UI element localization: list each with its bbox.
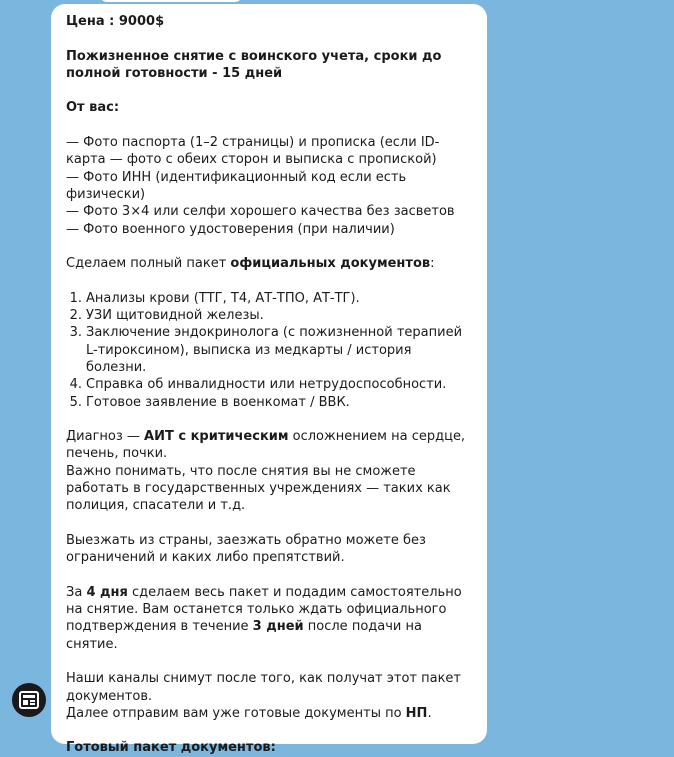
from-you-title: От вас: [66,100,120,116]
travel-text: Выезжать из страны, заезжать обратно можете без ограничений и каких либо препятствий. [66,532,426,566]
timeline-text: За 4 дня сделаем весь пакет и подадим самостоятельно на снятие. Вам останется только ждать официального подтверждения в течение 3 дней после подачи на снятие. [66,584,462,652]
document-item: 1. Анализы крови (ТТГ, Т4, АТ-ТПО, АТ-ТГ). [69,290,360,306]
document-item: 2. УЗИ щитовидной железы. [69,308,264,324]
previous-message-bubble [100,0,242,2]
from-you-item: — Фото военного удостоверения (при наличии) [66,221,395,237]
documents-list [66,290,473,411]
channel-avatar-icon [18,689,40,711]
from-you-item: — Фото паспорта (1–2 страницы) и прописка (если ID-карта — фото с обеих сторон и выписка с пропиской) [66,135,440,168]
service-headline: Пожизненное снятие с воинского учета, сроки до полной готовности - 15 дней [66,48,442,81]
channel-avatar[interactable] [12,683,46,717]
message-bubble [51,4,487,756]
document-item: 4. Справка об инвалидности или нетрудоспособности. [69,377,447,393]
restriction-note: Важно понимать, что после снятия вы не сможете работать в государственных учреждениях — таких как полиция, спасатели и т.д. [66,463,451,514]
send-text: Далее отправим вам уже готовые документы по НП. [66,705,432,721]
package-intro: Сделаем полный пакет официальных документов: [66,256,435,272]
price-line: Цена : 9000$ [66,14,165,29]
ready-package-title: Готовый пакет документов: [66,740,276,756]
channels-text: Наши каналы снимут после того, как получат этот пакет документов. [66,671,461,704]
from-you-item: — Фото 3×4 или селфи хорошего качества без засветов [66,204,455,220]
diagnosis-text: Диагноз — АИТ с критическим осложнением на сердце, печень, почки. [66,429,466,462]
document-item: 5. Готовое заявление в военкомат / ВВК. [69,394,350,410]
document-item: 3. Заключение эндокринолога (с пожизненной терапией L-тироксином), выписка из медкарты / история болезни. [69,325,463,375]
from-you-item: — Фото ИНН (идентификационный код если есть физически) [66,169,407,202]
